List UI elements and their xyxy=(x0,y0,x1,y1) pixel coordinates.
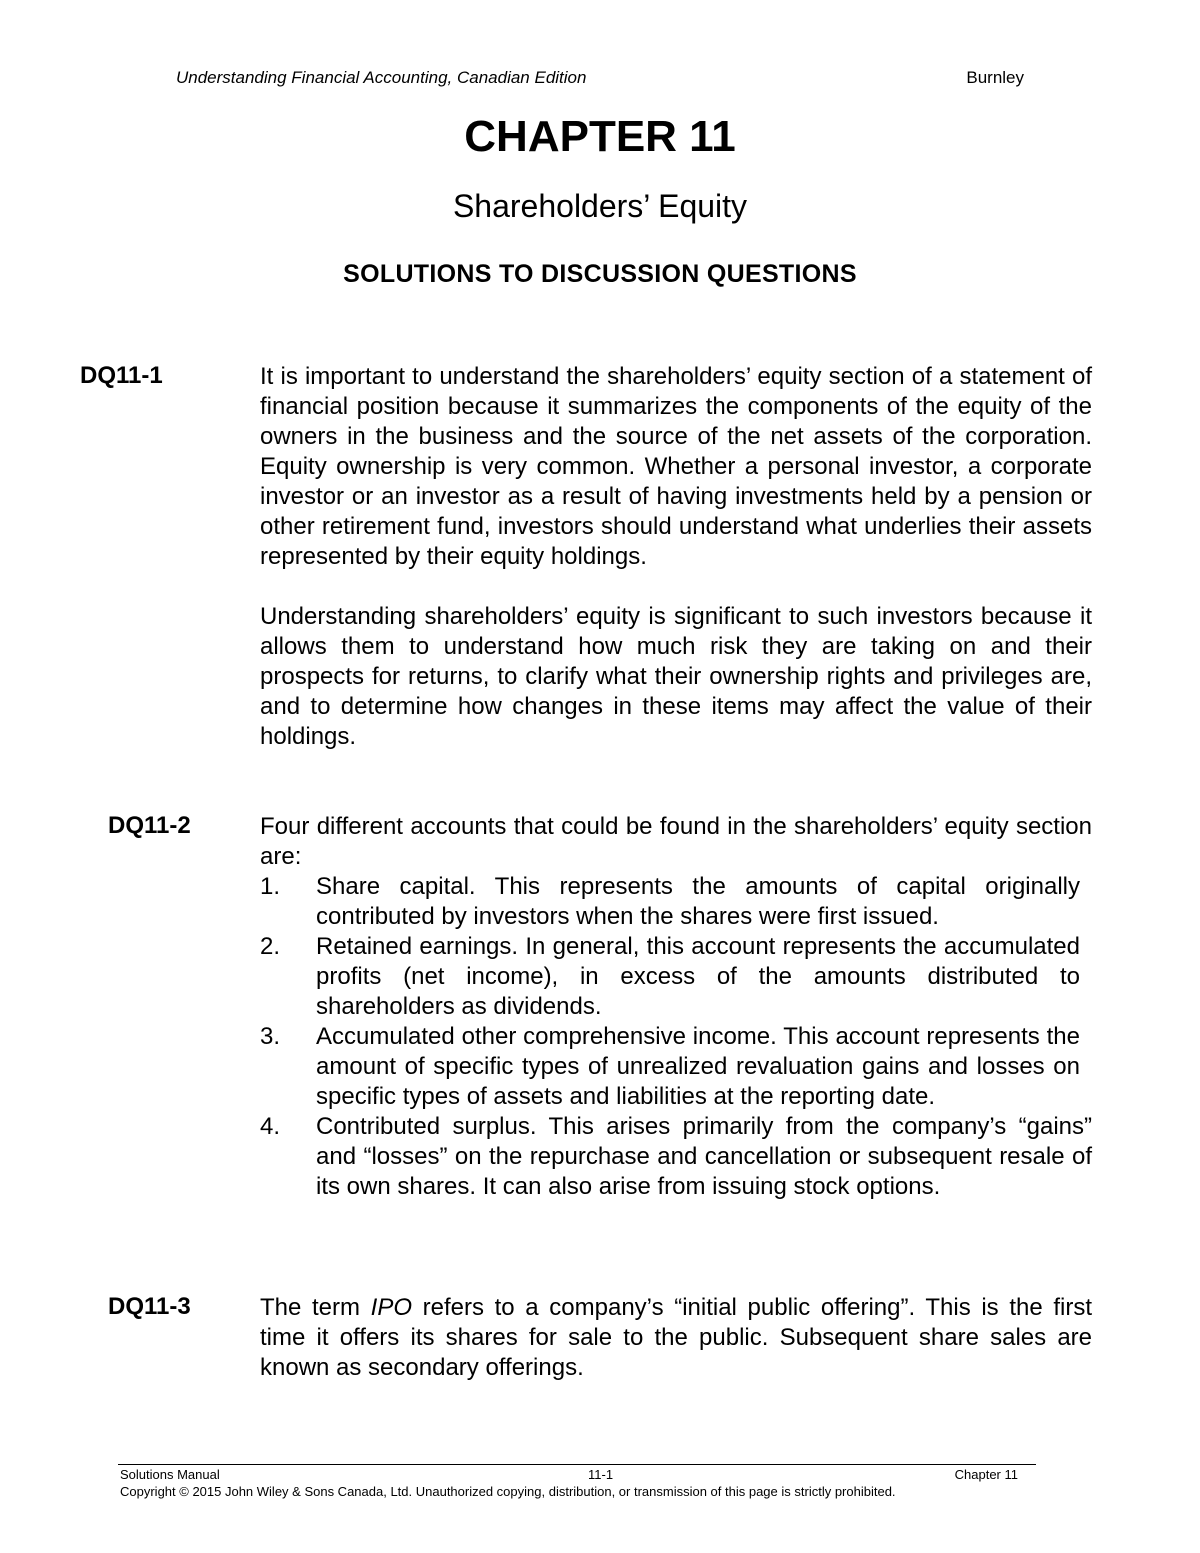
question-label: DQ11-1 xyxy=(80,362,163,389)
list-number: 1. xyxy=(260,873,281,900)
list-number: 2. xyxy=(260,933,281,960)
answer-text: The term xyxy=(260,1294,371,1321)
answer-text: refers to a company’s “initial public offering”. This is the first time it offers its shares for sale to the public. Subsequent share sales are known as secondary offerings. xyxy=(260,1294,1092,1381)
list-number: 4. xyxy=(260,1113,281,1140)
question-body xyxy=(260,812,1092,1202)
question-body xyxy=(260,362,1092,752)
footer-rule xyxy=(118,1464,1036,1465)
answer-intro: Four different accounts that could be found in the shareholders’ equity section are: xyxy=(260,813,1092,870)
question-label: DQ11-3 xyxy=(108,1293,191,1320)
chapter-subtitle: Shareholders’ Equity xyxy=(452,188,748,224)
answer-paragraph: Understanding shareholders’ equity is significant to such investors because it allows them to understand how much risk they are taking on and their prospects for returns, to clarify what their ownership rights and privileges are, and to determine how changes in these items may affect the value of their holdings. xyxy=(260,603,1092,750)
footer-left: Solutions Manual xyxy=(120,1467,220,1482)
question-label: DQ11-2 xyxy=(108,812,191,839)
list-text: Retained earnings. In general, this account represents the accumulated profits (net income), in excess of the amounts distributed to shareholders as dividends. xyxy=(316,933,1080,1020)
answer-paragraph xyxy=(260,1293,1092,1383)
accounts-list xyxy=(260,872,1092,1202)
list-item xyxy=(260,872,1092,932)
list-item xyxy=(260,1112,1092,1202)
answer-paragraph: It is important to understand the shareholders’ equity section of a statement of financial position because it summarizes the components of the equity of the owners in the business and the source of the net assets of the corporation. Equity ownership is very common. Whether a personal investor, a corporate investor or an investor as a result of having investments held by a pension or other retirement fund, investors should understand what underlies their assets represented by their equity holdings. xyxy=(260,363,1092,570)
list-number: 3. xyxy=(260,1023,281,1050)
list-text: Share capital. This represents the amounts of capital originally contributed by investors when the shares were first issued. xyxy=(316,873,1080,930)
question-body xyxy=(260,1293,1092,1383)
ipo-term: IPO xyxy=(370,1294,412,1321)
header-book-title: Understanding Financial Accounting, Canadian Edition xyxy=(176,68,587,87)
list-item xyxy=(260,932,1092,1022)
footer-right: Chapter 11 xyxy=(954,1467,1018,1482)
section-title: SOLUTIONS TO DISCUSSION QUESTIONS xyxy=(343,260,857,288)
footer-copyright: Copyright © 2015 John Wiley & Sons Canada, Ltd. Unauthorized copying, distribution, or transmission of this page is strictly prohibited. xyxy=(120,1484,896,1499)
header-author: Burnley xyxy=(966,68,1024,87)
list-text: Accumulated other comprehensive income. This account represents the amount of specific types of unrealized revaluation gains and losses on specific types of assets and liabilities at the reporting date. xyxy=(316,1023,1080,1110)
list-item xyxy=(260,1022,1092,1112)
list-text: Contributed surplus. This arises primarily from the company’s “gains” and “losses” on the repurchase and cancellation or subsequent resale of its own shares. It can also arise from issuing stock options. xyxy=(316,1113,1092,1200)
footer-page-number: 11-1 xyxy=(588,1467,614,1482)
chapter-title: CHAPTER 11 xyxy=(464,112,736,161)
